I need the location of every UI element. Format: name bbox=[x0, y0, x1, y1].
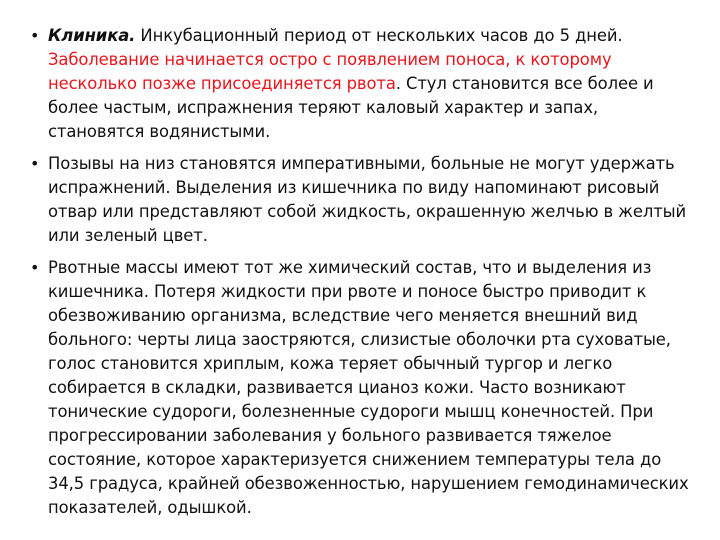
bullet-dot-icon: • bbox=[30, 258, 40, 277]
bullet-text: . Стул становится все более и более частым, испражнения теряют каловый характер и запах, становятся водянистыми. bbox=[48, 74, 654, 141]
bullet-item-clinic bbox=[30, 24, 698, 144]
bullet-text: Рвотные массы имеют тот же химический состав, что и выделения из кишечника. Потеря жидкости при рвоте и поносе быстро приводит к обезвоживанию организма, вследствие чего меняется внешний вид больного: черты лица заостряются, слизистые оболочки рта суховатые, голос становится хриплым, кожа теряет обычный тургор и легко собирается в складки, развивается цианоз кожи. Часто возникают тонические судороги, болезненные судороги мышц конечностей. При прогрессировании заболевания у больного развивается тяжелое состояние, которое характеризуется снижением температуры тела до 34,5 градуса, крайней обезвоженностью, нарушением гемодинамических показателей, одышкой. bbox=[48, 258, 689, 517]
bullet-dot-icon: • bbox=[30, 154, 40, 173]
bullet-item-vomit bbox=[30, 256, 698, 520]
bullet-lead-heading: Клиника. bbox=[48, 26, 136, 45]
bullet-list bbox=[30, 24, 698, 520]
bullet-text: Инкубационный период от нескольких часов до 5 дней. bbox=[135, 26, 623, 45]
bullet-text: Позывы на низ становятся императивными, больные не могут удержать испражнений. Выделения из кишечника по виду напоминают рисовый отвар или представляют собой жидкость, окрашенную желчью в желтый или зеленый цвет. bbox=[48, 154, 687, 245]
bullet-highlight-text: Заболевание начинается остро с появлением поноса, к которому несколько позже присоединяется рвота bbox=[48, 50, 612, 93]
bullet-item-urges bbox=[30, 152, 698, 248]
bullet-dot-icon: • bbox=[30, 26, 40, 45]
